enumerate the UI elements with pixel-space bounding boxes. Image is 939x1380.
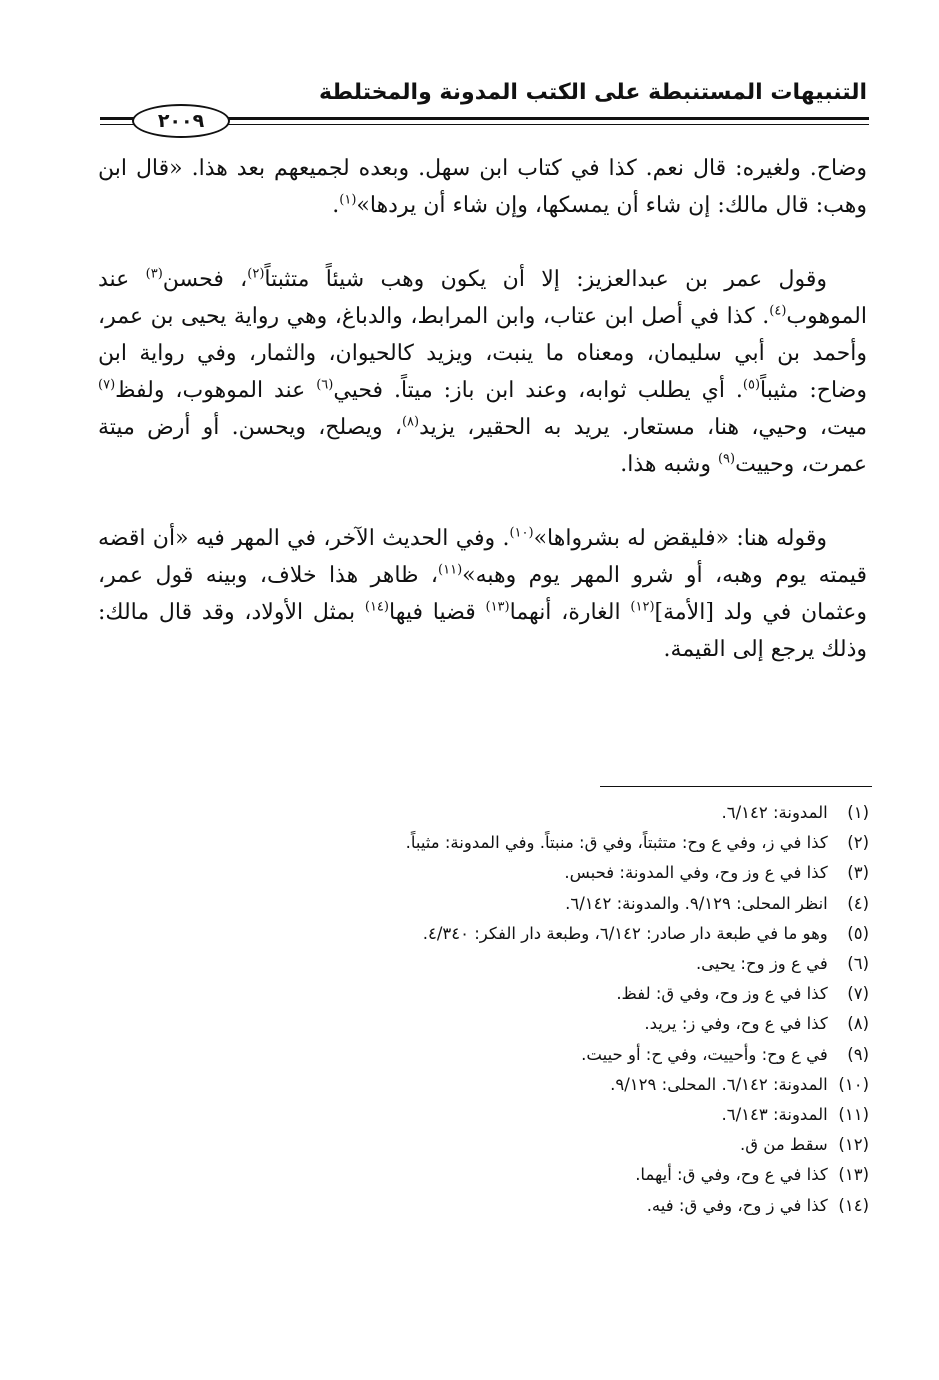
- paragraph-2-text: . أي يطلب ثوابه، وعند ابن باز: ميتاً. فحيي: [333, 378, 743, 403]
- footnote-text: انظر المحلى: ٩/١٢٩. والمدونة: ٦/١٤٢.: [565, 893, 828, 913]
- footnote-number: (١): [847, 803, 869, 822]
- footnote-separator: [600, 786, 872, 787]
- paragraph-3-text: ، ظاهر هذا خلاف، وبينه قول عمر، وعثمان في ولد [الأمة]: [98, 563, 867, 625]
- footnote-number: (١٢): [838, 1135, 869, 1155]
- footnote-ref-1[interactable]: (١): [339, 192, 357, 208]
- footnote-number: (٩): [847, 1044, 869, 1064]
- paragraph-2-text: ، ويصلح، ويحسن. أو أرض ميتة عمرت، وحييت: [98, 415, 867, 477]
- footnote-text: كذا في ز، وفي ع وح: متثبتاً، وفي ق: منبتاً. وفي المدونة: مثيباً.: [405, 833, 828, 853]
- footnote-item: [100, 1009, 869, 1039]
- footnote-ref-3[interactable]: (٣): [145, 266, 163, 282]
- paragraph-3-text: . وفي الحديث الآخر، في المهر فيه «أن اقضه قيمته يوم وهبه، أو شرو المهر يوم وهبه»: [98, 526, 867, 588]
- footnote-ref-6[interactable]: (٦): [316, 377, 334, 393]
- footnote-text: في ع وز وح: يحيى.: [695, 954, 828, 974]
- footnote-ref-13[interactable]: (١٣): [485, 599, 510, 615]
- paragraph-3-text: بمثل الأولاد، وقد قال مالك: وذلك يرجع إلى القيمة.: [98, 600, 867, 662]
- footnote-text: سقط من ق.: [739, 1135, 828, 1155]
- footnote-item: [100, 889, 869, 919]
- footnote-number: (١٤): [838, 1195, 869, 1215]
- footnote-number: (١١): [838, 1105, 869, 1125]
- paragraph-1: [98, 150, 867, 224]
- footnote-item: [100, 1160, 869, 1190]
- footnote-ref-12[interactable]: (١٢): [630, 599, 655, 615]
- paragraph-3-text: وقوله هنا: «فليقض له بشرواها»: [533, 526, 827, 551]
- footnote-text: المدونة: ٦/١٤٢. المحلى: ٩/١٢٩.: [610, 1074, 828, 1094]
- footnote-text: كذا في ع وز وح، وفي المدونة: فحبس.: [564, 863, 828, 883]
- footnote-ref-10[interactable]: (١٠): [509, 525, 534, 541]
- footnote-text: المدونة: ٦/١٤٣.: [721, 1105, 828, 1125]
- footnote-item: [100, 1070, 869, 1100]
- footnote-item: [100, 919, 869, 949]
- footnote-item: [100, 1191, 869, 1221]
- footnote-number: (٨): [847, 1014, 869, 1034]
- page-header-title: التنبيهات المستنبطة على الكتب المدونة والمختلطة: [318, 80, 867, 105]
- paragraph-1-text: وضاح. ولغيره: قال نعم. كذا في كتاب ابن سهل. وبعده لجميعهم بعد هذا. «قال ابن وهب: قال مالك: إن شاء أن يمسكها، وإن شاء أن يردها»: [98, 156, 867, 218]
- footnotes-list: [100, 798, 869, 1221]
- footnote-number: (٥): [847, 923, 869, 943]
- footnote-ref-4[interactable]: (٤): [769, 303, 787, 319]
- paragraph-2-text: عند الموهوب، ولفظ: [115, 378, 317, 403]
- footnote-number: (٣): [847, 863, 869, 883]
- footnote-item: [100, 1130, 869, 1160]
- footnote-text: المدونة: ٦/١٤٢.: [721, 803, 828, 822]
- paragraph-2-text: ، فحسن: [162, 267, 248, 292]
- paragraph-2-text: وشبه هذا.: [620, 452, 718, 477]
- footnote-text: كذا في ع وح، وفي ق: أيهما.: [635, 1165, 828, 1185]
- footnote-ref-8[interactable]: (٨): [401, 414, 420, 430]
- paragraph-2-text: . كذا في أصل ابن عتاب، وابن المرابط، والدباغ، وهي رواية يحيى بن عمر، وأحمد بن أبي سليمان، ومعناه ما ينبت، ويزيد كالحيوان، والثمار، وفي رواية ابن وضاح: مثيباً: [98, 304, 867, 403]
- footnote-ref-14[interactable]: (١٤): [364, 599, 389, 615]
- paragraph-2-text: وقول عمر بن عبدالعزيز: إلا أن يكون وهب شيئاً متثبتاً: [264, 267, 828, 292]
- main-text: [98, 150, 867, 668]
- footnote-item: [100, 1040, 869, 1070]
- footnote-ref-7[interactable]: (٧): [98, 377, 116, 393]
- paragraph-2-text: ميت، وحيي، هنا، مستعار. يريد به الحقير، يزيد: [419, 415, 867, 440]
- footnote-ref-2[interactable]: (٢): [247, 266, 265, 282]
- footnote-text: كذا في ع وح، وفي ز: يريد.: [644, 1014, 828, 1034]
- paragraph-2: [98, 261, 867, 483]
- footnote-item: [100, 858, 869, 888]
- footnote-number: (٤): [847, 893, 869, 913]
- paragraph-3-text: الغارة، أنهما: [509, 600, 631, 625]
- page-number-badge: ٢٠٠٩: [132, 104, 230, 138]
- paragraph-1-end: .: [332, 193, 340, 218]
- footnote-text: كذا في ع وز وح، وفي ق: لفظ.: [616, 984, 828, 1004]
- paragraph-3-text: قضيا فيها: [388, 600, 486, 625]
- footnote-ref-11[interactable]: (١١): [438, 562, 463, 578]
- footnote-item: [100, 828, 869, 858]
- footnote-number: (٧): [847, 984, 869, 1004]
- footnote-item: [100, 949, 869, 979]
- footnote-number: (١٠): [838, 1074, 869, 1094]
- footnote-item: [100, 1100, 869, 1130]
- footnote-ref-5[interactable]: (٥): [742, 377, 761, 393]
- paragraph-3: [98, 520, 867, 668]
- footnote-text: كذا في ز وح، وفي ق: فيه.: [646, 1195, 828, 1215]
- footnote-item: [100, 798, 869, 828]
- paragraph-2-text: عند الموهوب: [98, 267, 867, 329]
- footnote-number: (٦): [847, 954, 869, 974]
- footnote-text: وهو ما في طبعة دار صادر: ٦/١٤٢، وطبعة دار الفكر: ٤/٣٤٠.: [422, 923, 828, 943]
- footnote-text: في ع وح: وأحييت، وفي ح: أو حييت.: [581, 1044, 828, 1064]
- footnote-item: [100, 979, 869, 1009]
- footnote-number: (٢): [847, 833, 869, 853]
- footnote-ref-9[interactable]: (٩): [717, 451, 736, 467]
- footnote-number: (١٣): [838, 1165, 869, 1185]
